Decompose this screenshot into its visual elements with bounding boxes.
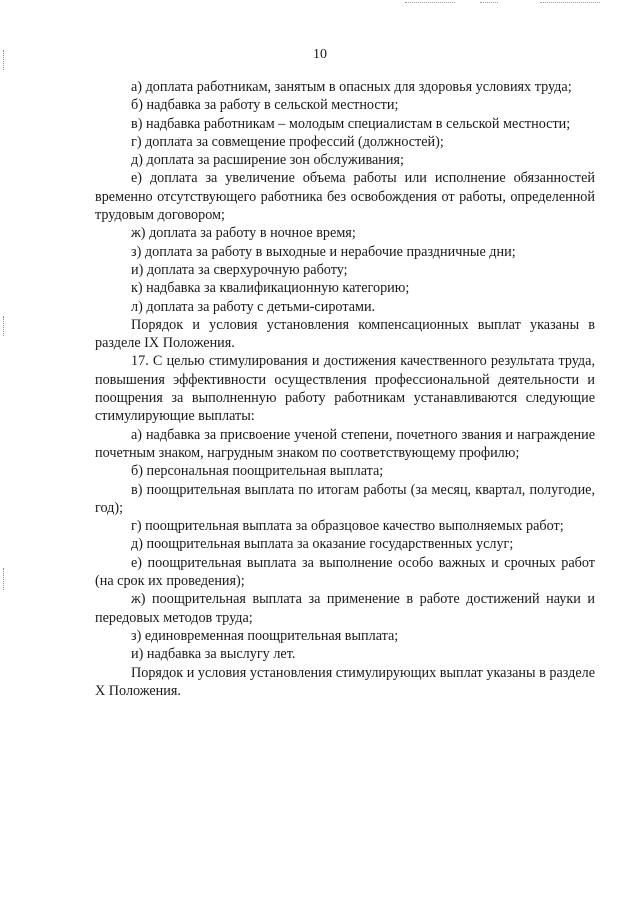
paragraph: з) единовременная поощрительная выплата; [131, 627, 399, 644]
document-body [95, 78, 595, 700]
paragraph: д) доплата за расширение зон обслуживания; [131, 152, 404, 169]
paragraph: з) доплата за работу в выходные и нерабочие праздничные дни; [131, 243, 516, 260]
paragraph: и) надбавка за выслугу лет. [131, 646, 296, 663]
paragraph: ж) поощрительная выплата за применение в работе достижений науки и передовых методов труда; [95, 591, 595, 626]
paragraph: а) доплата работникам, занятым в опасных для здоровья условиях труда; [131, 79, 572, 95]
paragraph: и) доплата за сверхурочную работу; [131, 261, 348, 278]
paragraph: 17. С целью стимулирования и достижения качественного результата труда, повышения эффективности осуществления профессиональной деятельности и поощрения за выполненную работу работникам устанавливаются следующие стимулирующие выплаты: [95, 353, 595, 425]
paragraph: в) поощрительная выплата по итогам работы (за месяц, квартал, полугодие, год); [95, 481, 595, 516]
paragraph: л) доплата за работу с детьми-сиротами. [131, 298, 376, 315]
paragraph: г) поощрительная выплата за образцовое качество выполняемых работ; [131, 518, 564, 535]
paragraph: е) доплата за увеличение объема работы или исполнение обязанностей временно отсутствующего работника без освобождения от работы, определенной трудовым договором; [95, 170, 595, 224]
scan-artifact-top [480, 2, 498, 3]
scan-artifact-top [405, 2, 455, 3]
paragraph: г) доплата за совмещение профессий (должностей); [131, 133, 444, 150]
paragraph: б) персональная поощрительная выплата; [131, 463, 384, 480]
scan-artifact-top [540, 2, 600, 3]
paragraph: в) надбавка работникам – молодым специалистам в сельской местности; [131, 115, 571, 132]
scan-artifact-left [3, 568, 6, 590]
paragraph: ж) доплата за работу в ночное время; [131, 225, 356, 242]
paragraph: д) поощрительная выплата за оказание государственных услуг; [131, 536, 514, 553]
paragraph: к) надбавка за квалификационную категорию; [131, 280, 410, 297]
page-number: 10 [313, 47, 327, 62]
paragraph: б) надбавка за работу в сельской местности; [131, 97, 399, 114]
paragraph: а) надбавка за присвоение ученой степени, почетного звания и награждение почетным знаком, нагрудным знаком по соответствующему профилю; [95, 426, 595, 461]
paragraph: Порядок и условия установления компенсационных выплат указаны в разделе IX Положения. [95, 316, 595, 352]
scan-artifact-left [3, 316, 6, 336]
paragraph: Порядок и условия установления стимулирующих выплат указаны в разделе X Положения. [95, 664, 595, 699]
paragraph: е) поощрительная выплата за выполнение особо важных и срочных работ (на срок их проведения); [95, 554, 595, 590]
